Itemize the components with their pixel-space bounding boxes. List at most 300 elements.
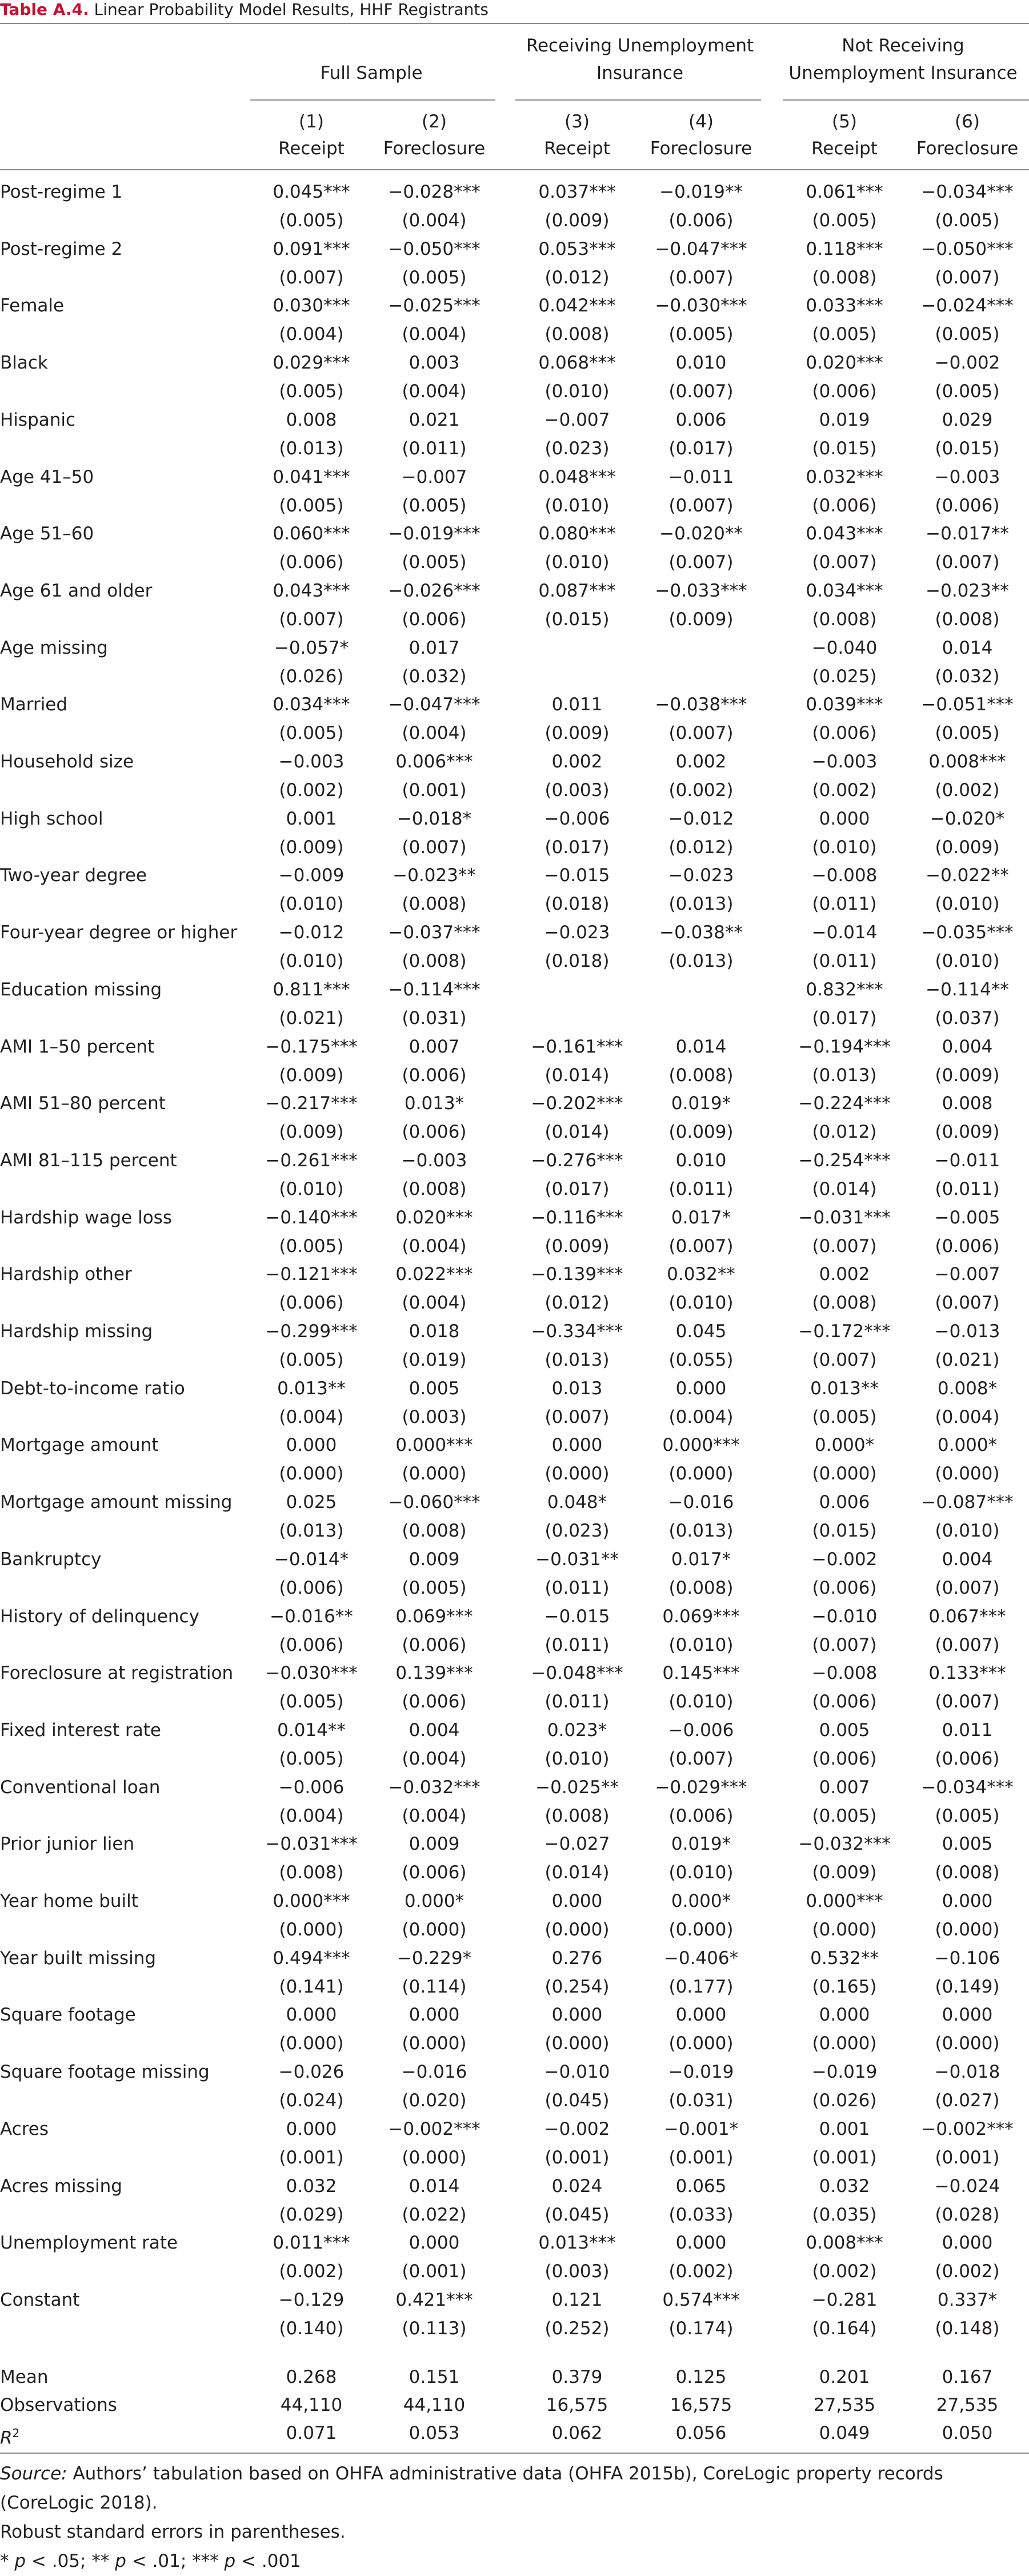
std-error-cell: (0.010) <box>668 1635 734 1655</box>
std-error-cell: (0.035) <box>812 2205 877 2225</box>
std-error-cell: (0.007) <box>935 552 1000 573</box>
std-error-cell: (0.010) <box>935 894 1000 914</box>
coefficient-cell: 0.018 <box>409 1321 460 1342</box>
coefficient-cell: −0.028*** <box>388 182 481 202</box>
coefficient-cell: −0.015 <box>544 1606 610 1627</box>
std-error-cell: (0.010) <box>279 1179 344 1199</box>
coefficient-cell: −0.406* <box>663 1948 739 1969</box>
coefficient-cell: 0.000* <box>814 1435 875 1455</box>
column-label: Receipt <box>278 138 345 159</box>
column-header-2 <box>377 109 491 162</box>
table-row <box>0 1260 1029 1317</box>
group-header-line: Insurance <box>596 63 684 83</box>
table-row <box>0 861 1029 918</box>
coefficient-cell: 0.030*** <box>273 295 350 316</box>
std-error-cell: (0.002) <box>812 780 877 801</box>
group-header-line: Unemployment Insurance <box>788 63 1018 83</box>
std-error-cell: (0.005) <box>279 381 344 402</box>
std-error-cell: (0.018) <box>544 951 610 971</box>
sig-part: < .001 <box>235 2551 301 2571</box>
coefficient-cell: −0.254*** <box>798 1150 891 1171</box>
coefficient-cell: −0.040 <box>811 638 878 658</box>
std-error-cell: (0.000) <box>402 1463 467 1484</box>
row-label: Hispanic <box>0 410 76 430</box>
std-error-cell: (0.023) <box>544 1521 610 1541</box>
std-error-cell: (0.002) <box>935 780 1000 801</box>
coefficient-cell: −0.023** <box>926 581 1009 601</box>
coefficient-cell: −0.030*** <box>265 1663 358 1683</box>
source-note <box>0 2459 1029 2489</box>
table-row <box>0 1602 1029 1659</box>
coefficient-cell: −0.017** <box>926 523 1009 544</box>
coefficient-cell: 0.004 <box>942 1037 993 1057</box>
coefficient-cell: −0.060*** <box>388 1492 481 1513</box>
coefficient-cell: −0.002 <box>934 353 1000 373</box>
coefficient-cell: 0.007 <box>409 1037 460 1057</box>
std-error-cell: (0.006) <box>668 1806 734 1826</box>
stat-label <box>0 2419 19 2452</box>
std-error-cell: (0.000) <box>402 1919 467 1940</box>
coefficient-cell: −0.018* <box>397 809 472 829</box>
row-label: Post-regime 2 <box>0 239 123 259</box>
std-error-cell: (0.010) <box>812 837 877 858</box>
std-error-cell: (0.008) <box>279 1862 344 1883</box>
coefficient-cell: 0.002 <box>551 751 603 772</box>
coefficient-cell: −0.020** <box>659 523 743 544</box>
std-error-cell: (0.005) <box>279 1749 344 1769</box>
std-error-cell: (0.021) <box>279 1008 344 1029</box>
std-error-cell: (0.007) <box>668 267 734 288</box>
coefficient-cell: 0.025 <box>286 1492 337 1513</box>
coefficient-cell: −0.033*** <box>655 581 747 601</box>
std-error-cell: (0.000) <box>812 2033 877 2054</box>
std-error-cell: (0.000) <box>668 1919 734 1940</box>
coefficient-cell: −0.050*** <box>921 239 1014 259</box>
table-row <box>0 1317 1029 1374</box>
table-row <box>0 1488 1029 1545</box>
coefficient-cell: 0.003 <box>409 353 460 373</box>
std-error-cell: (0.004) <box>402 210 467 231</box>
group-header-line: Not Receiving <box>842 35 964 56</box>
coefficient-cell: −0.161*** <box>531 1037 623 1057</box>
std-error-cell: (0.149) <box>935 1977 1000 1997</box>
sig-p: p <box>115 2551 126 2571</box>
coefficient-cell: −0.229* <box>397 1948 472 1969</box>
std-error-cell: (0.005) <box>402 267 467 288</box>
stat-cell: 0.062 <box>551 2423 603 2443</box>
coefficient-cell: 0.276 <box>551 1948 603 1969</box>
std-error-cell: (0.007) <box>668 1749 734 1769</box>
std-error-cell: (0.009) <box>935 837 1000 858</box>
coefficient-cell: −0.003 <box>401 1150 467 1171</box>
std-error-cell: (0.033) <box>668 2205 734 2225</box>
coefficient-cell: 0.043*** <box>273 581 350 601</box>
coefficient-cell: 0.139*** <box>395 1663 473 1683</box>
std-error-cell: (0.006) <box>402 1862 467 1883</box>
column-label: Foreclosure <box>916 138 1019 159</box>
column-header-3 <box>520 109 634 162</box>
coefficient-cell: −0.006 <box>544 809 610 829</box>
table-row <box>0 918 1029 975</box>
coefficient-cell: −0.121*** <box>265 1264 358 1285</box>
std-error-cell: (0.009) <box>668 609 734 630</box>
std-error-cell: (0.013) <box>544 1350 610 1370</box>
table-caption: Linear Probability Model Results, HHF Registrants <box>94 0 489 19</box>
row-label: Conventional loan <box>0 1777 161 1798</box>
table-row <box>0 2172 1029 2229</box>
coefficient-cell: 0.000 <box>942 2233 993 2253</box>
std-error-cell: (0.004) <box>279 324 344 345</box>
coefficient-cell: 0.011*** <box>273 2233 350 2253</box>
table-row <box>0 1374 1029 1431</box>
std-error-cell: (0.002) <box>668 2261 734 2282</box>
std-error-cell: (0.001) <box>544 2147 610 2168</box>
coefficient-cell: 0.000 <box>819 809 870 829</box>
coefficient-cell: 0.037*** <box>538 182 616 202</box>
coefficient-cell: 0.005 <box>409 1378 460 1399</box>
group-header-not-receiving-ui <box>777 32 1029 87</box>
std-error-cell: (0.000) <box>279 1463 344 1484</box>
group-underline <box>783 99 1029 101</box>
coefficient-cell: −0.010 <box>811 1606 878 1627</box>
coefficient-cell: −0.012 <box>668 809 734 829</box>
row-label: Fixed interest rate <box>0 1720 161 1741</box>
row-label: Married <box>0 694 68 715</box>
coefficient-cell: −0.014* <box>274 1549 349 1570</box>
std-error-cell: (0.003) <box>544 2261 610 2282</box>
table-row <box>0 1089 1029 1146</box>
coefficient-cell: −0.016** <box>270 1606 353 1627</box>
significance-note <box>0 2547 1029 2576</box>
std-error-cell: (0.014) <box>812 1179 877 1199</box>
coefficient-cell: 0.000 <box>409 2005 460 2025</box>
coefficient-cell: −0.194*** <box>798 1037 891 1057</box>
row-label: Age 51–60 <box>0 523 94 544</box>
std-error-cell: (0.006) <box>402 1691 467 1712</box>
std-error-cell: (0.011) <box>544 1691 610 1712</box>
std-error-cell: (0.004) <box>402 1236 467 1257</box>
coefficient-cell: −0.037*** <box>388 922 481 943</box>
source-note-cont: (CoreLogic 2018). <box>0 2493 158 2513</box>
summary-stat-row <box>0 2419 1029 2447</box>
std-error-cell: (0.008) <box>935 609 1000 630</box>
table-row <box>0 235 1029 292</box>
coefficient-cell: 0.010 <box>675 353 727 373</box>
coefficient-cell: 0.017* <box>671 1207 731 1228</box>
coefficient-cell: −0.024 <box>934 2176 1000 2197</box>
coefficient-cell: 0.013*** <box>538 2233 616 2253</box>
summary-stat-row <box>0 2363 1029 2391</box>
std-error-cell: (0.001) <box>935 2147 1000 2168</box>
coefficient-cell: 0.013** <box>277 1378 346 1399</box>
coefficient-cell: 0.006 <box>819 1492 870 1513</box>
std-error-cell: (0.032) <box>935 666 1000 687</box>
std-error-cell: (0.013) <box>279 1521 344 1541</box>
coefficient-cell: −0.016 <box>668 1492 734 1513</box>
std-error-cell: (0.015) <box>812 1521 877 1541</box>
coefficient-cell: 0.832*** <box>806 979 883 1000</box>
row-label: Year built missing <box>0 1948 157 1969</box>
table-row <box>0 1431 1029 1488</box>
coefficient-cell: 0.005 <box>819 1720 870 1741</box>
row-label: AMI 81–115 percent <box>0 1150 177 1171</box>
std-error-cell: (0.001) <box>402 2261 467 2282</box>
stat-cell: 0.050 <box>942 2423 993 2443</box>
coefficient-cell: 0.121 <box>551 2290 603 2310</box>
std-error-cell: (0.002) <box>279 2261 344 2282</box>
std-error-cell: (0.005) <box>935 324 1000 345</box>
std-error-cell: (0.032) <box>402 666 467 687</box>
std-error-cell: (0.004) <box>402 1749 467 1769</box>
std-error-cell: (0.015) <box>544 609 610 630</box>
coefficient-cell: −0.114** <box>926 979 1009 1000</box>
coefficient-cell: −0.139*** <box>531 1264 623 1285</box>
coefficient-cell: −0.006 <box>668 1720 734 1741</box>
std-error-cell: (0.009) <box>279 837 344 858</box>
coefficient-cell: 0.017 <box>409 638 460 658</box>
row-label: Bankruptcy <box>0 1549 102 1570</box>
stat-cell: 0.201 <box>819 2367 870 2387</box>
std-error-cell: (0.000) <box>544 1919 610 1940</box>
std-error-cell: (0.008) <box>402 894 467 914</box>
coefficient-cell: 0.000* <box>671 1891 731 1911</box>
coefficient-cell: −0.087*** <box>921 1492 1014 1513</box>
std-error-cell: (0.017) <box>544 837 610 858</box>
coefficient-cell: 0.045 <box>675 1321 727 1342</box>
coefficient-cell: 0.000*** <box>395 1435 473 1455</box>
stat-cell: 0.379 <box>551 2367 603 2387</box>
coefficient-cell: 0.029 <box>942 410 993 430</box>
std-error-cell: (0.013) <box>812 1065 877 1086</box>
std-error-cell: (0.006) <box>402 1635 467 1655</box>
std-error-cell: (0.007) <box>279 267 344 288</box>
std-error-cell: (0.015) <box>812 438 877 459</box>
stat-label-text: R <box>0 2427 13 2449</box>
std-error-cell: (0.008) <box>402 1179 467 1199</box>
row-label: Mortgage amount <box>0 1435 159 1455</box>
coefficient-cell: −0.032*** <box>798 1834 891 1854</box>
table-row <box>0 1545 1029 1602</box>
std-error-cell: (0.013) <box>668 894 734 914</box>
column-number: (6) <box>955 111 980 132</box>
coefficient-cell: 0.000 <box>551 1891 603 1911</box>
coefficient-cell: −0.057* <box>274 638 349 658</box>
std-error-cell: (0.009) <box>935 1065 1000 1086</box>
std-error-cell: (0.027) <box>935 2090 1000 2111</box>
coefficient-cell: −0.172*** <box>798 1321 891 1342</box>
row-label: Age missing <box>0 638 108 658</box>
coefficient-cell: 0.494*** <box>273 1948 350 1969</box>
sig-part: < .05; ** <box>26 2551 115 2571</box>
coefficient-cell: 0.065 <box>675 2176 727 2197</box>
stat-cell: 0.053 <box>409 2423 460 2443</box>
std-error-cell: (0.024) <box>279 2090 344 2111</box>
coefficient-cell: −0.031*** <box>798 1207 891 1228</box>
std-error-cell: (0.177) <box>668 1977 734 1997</box>
coefficient-cell: −0.023** <box>393 865 476 886</box>
coefficient-cell: −0.011 <box>934 1150 1000 1171</box>
coefficient-cell: 0.048* <box>547 1492 607 1513</box>
std-error-cell: (0.006) <box>812 1749 877 1769</box>
coefficient-cell: −0.114*** <box>388 979 481 1000</box>
column-number: (5) <box>832 111 857 132</box>
stat-label-superscript: 2 <box>12 2426 20 2440</box>
coefficient-cell: 0.091*** <box>273 239 350 259</box>
coefficient-cell: 0.014 <box>942 638 993 658</box>
coefficient-cell: −0.116*** <box>531 1207 623 1228</box>
coefficient-cell: 0.006*** <box>395 751 473 772</box>
column-label: Foreclosure <box>650 138 752 159</box>
std-error-cell: (0.005) <box>935 723 1000 743</box>
coefficient-cell: −0.217*** <box>265 1093 358 1114</box>
coefficient-cell: 0.000 <box>551 1435 603 1455</box>
std-error-cell: (0.011) <box>935 1179 1000 1199</box>
row-label: High school <box>0 809 103 829</box>
summary-stat-row <box>0 2391 1029 2419</box>
coefficient-cell: −0.261*** <box>265 1150 358 1171</box>
std-error-cell: (0.002) <box>279 780 344 801</box>
column-header-6 <box>910 109 1024 162</box>
coefficient-cell: −0.281 <box>811 2290 878 2310</box>
std-error-cell: (0.005) <box>279 210 344 231</box>
coefficient-cell: −0.026*** <box>388 581 481 601</box>
std-error-cell: (0.023) <box>544 438 610 459</box>
std-error-cell: (0.014) <box>544 1065 610 1086</box>
std-error-cell: (0.164) <box>812 2318 877 2339</box>
row-label: Hardship missing <box>0 1321 153 1342</box>
std-error-cell: (0.008) <box>812 609 877 630</box>
coefficient-cell: −0.003 <box>934 467 1000 487</box>
coefficient-cell: 0.009 <box>409 1834 460 1854</box>
std-error-cell: (0.010) <box>544 552 610 573</box>
coefficient-cell: −0.011 <box>668 467 734 487</box>
coefficient-cell: 0.000*** <box>273 1891 350 1911</box>
group-header-line: Full Sample <box>320 63 423 83</box>
coefficient-cell: −0.003 <box>811 751 878 772</box>
std-error-cell: (0.004) <box>402 324 467 345</box>
group-header-line: Receiving Unemployment <box>526 35 754 56</box>
coefficient-cell: 0.014 <box>409 2176 460 2197</box>
coefficient-cell: 0.000 <box>409 2233 460 2253</box>
std-error-cell: (0.037) <box>935 1008 1000 1029</box>
table-row <box>0 519 1029 577</box>
stat-cell: 16,575 <box>670 2395 732 2415</box>
coefficient-cell: 0.574*** <box>662 2290 740 2310</box>
coefficient-cell: 0.000 <box>942 2005 993 2025</box>
coefficient-cell: −0.032*** <box>388 1777 481 1798</box>
coefficient-cell: 0.043*** <box>806 523 883 544</box>
std-error-cell: (0.004) <box>279 1407 344 1427</box>
bottom-rule <box>0 2453 1029 2454</box>
std-error-cell: (0.004) <box>668 1407 734 1427</box>
std-error-cell: (0.010) <box>668 1691 734 1712</box>
row-label: Constant <box>0 2290 80 2310</box>
std-error-cell: (0.005) <box>402 552 467 573</box>
coefficient-cell: 0.041*** <box>273 467 350 487</box>
coefficient-cell: 0.032** <box>667 1264 735 1285</box>
std-error-cell: (0.000) <box>544 2033 610 2054</box>
stat-cell: 44,110 <box>403 2395 466 2415</box>
std-error-cell: (0.007) <box>812 1635 877 1655</box>
table-row <box>0 1830 1029 1887</box>
source-text: Authors’ tabulation based on OHFA administrative data (OHFA 2015b), CoreLogic property records <box>67 2463 943 2484</box>
std-error-cell: (0.007) <box>935 267 1000 288</box>
std-error-cell: (0.005) <box>279 1236 344 1257</box>
std-error-cell: (0.004) <box>402 1806 467 1826</box>
coefficient-cell: 0.087*** <box>538 581 616 601</box>
coefficient-cell: 0.024 <box>551 2176 603 2197</box>
table-row <box>0 1203 1029 1261</box>
std-error-cell: (0.006) <box>402 1122 467 1142</box>
std-error-cell: (0.005) <box>279 495 344 516</box>
std-error-cell: (0.008) <box>812 267 877 288</box>
std-error-cell: (0.008) <box>668 1065 734 1086</box>
coefficient-cell: −0.050*** <box>388 239 481 259</box>
table-row <box>0 178 1029 235</box>
coefficient-cell: −0.031*** <box>265 1834 358 1854</box>
std-error-cell: (0.028) <box>935 2205 1000 2225</box>
column-number: (2) <box>422 111 447 132</box>
std-error-cell: (0.005) <box>402 1578 467 1598</box>
column-header-5 <box>787 109 902 162</box>
table-row <box>0 975 1029 1033</box>
coefficient-cell: 0.014** <box>277 1720 346 1741</box>
std-error-cell: (0.006) <box>812 381 877 402</box>
std-error-cell: (0.002) <box>935 2261 1000 2282</box>
std-error-cell: (0.026) <box>812 2090 877 2111</box>
coefficient-cell: 0.011 <box>551 694 603 715</box>
std-error-cell: (0.006) <box>812 1691 877 1712</box>
coefficient-cell: 0.004 <box>942 1549 993 1570</box>
std-error-cell: (0.010) <box>544 495 610 516</box>
std-error-cell: (0.011) <box>402 438 467 459</box>
coefficient-cell: 0.000 <box>819 2005 870 2025</box>
row-label: Female <box>0 295 65 316</box>
coefficient-cell: −0.010 <box>544 2062 610 2082</box>
coefficient-cell: 0.019* <box>671 1093 731 1114</box>
coefficient-cell: 0.001 <box>819 2119 870 2139</box>
column-header-4 <box>644 109 758 162</box>
table-row <box>0 1944 1029 2001</box>
std-error-cell: (0.010) <box>935 1521 1000 1541</box>
coefficient-cell: 0.133*** <box>928 1663 1006 1683</box>
coefficient-cell: 0.009 <box>409 1549 460 1570</box>
std-error-cell: (0.005) <box>279 723 344 743</box>
coefficient-cell: −0.019 <box>811 2062 878 2082</box>
std-error-cell: (0.000) <box>935 1919 1000 1940</box>
std-error-cell: (0.009) <box>812 1862 877 1883</box>
std-error-cell: (0.012) <box>668 837 734 858</box>
coefficient-cell: 0.067*** <box>928 1606 1006 1627</box>
std-error-cell: (0.000) <box>812 1463 877 1484</box>
coefficient-cell: 0.033*** <box>806 295 883 316</box>
std-error-cell: (0.045) <box>544 2090 610 2111</box>
sig-part: * <box>0 2551 15 2571</box>
std-error-cell: (0.007) <box>668 552 734 573</box>
coefficient-cell: 0.045*** <box>273 182 350 202</box>
std-error-cell: (0.021) <box>935 1350 1000 1370</box>
std-error-cell: (0.000) <box>402 2033 467 2054</box>
coefficient-cell: 0.022*** <box>395 1264 473 1285</box>
coefficient-cell: −0.009 <box>278 865 345 886</box>
coefficient-cell: −0.018 <box>934 2062 1000 2082</box>
row-label: Square footage <box>0 2005 136 2025</box>
coefficient-cell: 0.011 <box>942 1720 993 1741</box>
coefficient-cell: 0.069*** <box>662 1606 740 1627</box>
coefficient-cell: 0.532** <box>810 1948 879 1969</box>
std-error-cell: (0.006) <box>935 495 1000 516</box>
row-label: Square footage missing <box>0 2062 210 2082</box>
